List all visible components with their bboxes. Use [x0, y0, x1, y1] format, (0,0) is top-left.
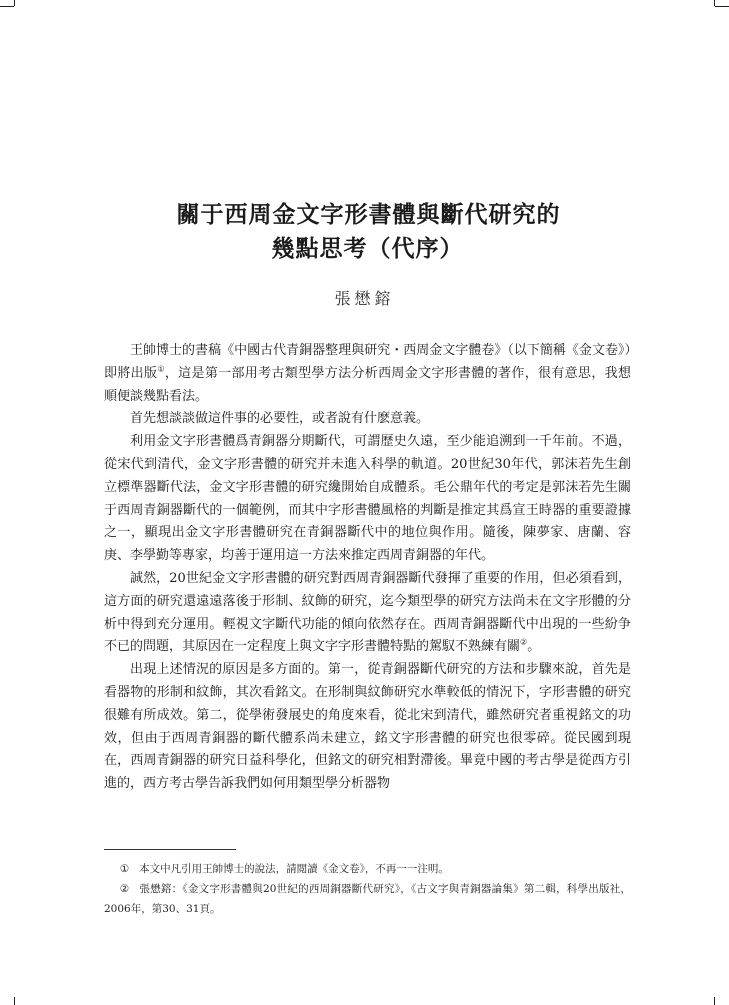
crop-mark-bottom-right-v	[714, 997, 715, 1005]
footnote-2	[104, 879, 631, 919]
paragraph-5: 出現上述情況的原因是多方面的。第一，從青銅器斷代研究的方法和步驟來說，首先是看器物的形制和紋飾，其次看銘文。在形制與紋飾研究水準較低的情況下，字形書體的研究很難有所成效。第二，從學術發展史的角度來看，從北宋到清代，雖然研究者重視銘文的功效，但由于西周青銅器的斷代體系尚未建立，銘文字形書體的研究也很零碎。從民國到現在，西周青銅器的研究日益科學化，但銘文的研究相對滯後。畢竟中國的考古學是從西方引進的，西方考古學告訴我們如何用類型學分析器物	[104, 662, 631, 792]
author-name: 張懋鎔	[334, 289, 395, 308]
article-body	[104, 340, 631, 796]
paragraph-text: 誠然，20世紀金文字形書體的研究對西周青銅器斷代發揮了重要的作用，但必須看到，這方面的研究還遠遠落後于形制、紋飾的研究，迄今類型學的研究方法尚未在文字形體的分析中得到充分運用。輕視文字斷代功能的傾向依然存在。西周青銅器斷代中出現的一些紛争不已的問題，其原因在一定程度上與文字字形書體特點的駕馭不熟練有關	[104, 570, 631, 655]
title-line-1: 關于西周金文字形書體與斷代研究的	[176, 202, 561, 228]
page-title	[0, 198, 729, 266]
crop-mark-top-right-h	[715, 6, 729, 7]
crop-mark-top-left-h	[0, 6, 14, 7]
paragraph-text: 王帥博士的書稿《中國古代青銅器整理與研究・西周金文字體卷》（以下簡稱《金文卷》）即將出版	[104, 343, 631, 381]
footnote-1	[104, 859, 631, 879]
footnote-mark: ①	[119, 863, 130, 875]
paragraph-text: 。	[527, 639, 541, 655]
title-line-2: 幾點思考（代序）	[271, 236, 464, 262]
paragraph-1	[104, 340, 631, 408]
footnote-ref-2[interactable]: ②	[520, 638, 528, 648]
footnote-divider	[104, 849, 236, 850]
crop-mark-bottom-left-v	[14, 997, 15, 1005]
footnotes	[104, 859, 631, 919]
footnote-text: 張懋鎔：《金文字形書體與20世紀的西周銅器斷代研究》，《古文字與青銅器論集》第二輯，科學出版社，2006年，第30、31頁。	[104, 883, 631, 915]
footnote-mark: ②	[119, 883, 130, 895]
paragraph-2: 首先想談談做這件事的必要性，或者說有什麽意義。	[130, 411, 430, 427]
paragraph-3: 利用金文字形書體爲青銅器分期斷代，可謂歷史久遠，至少能追溯到一千年前。不過，從宋代到清代，金文字形書體的研究并未進入科學的軌道。20世紀30年代，郭沫若先生創立標準器斷代法，金文字形書體的研究纔開始自成體系。毛公鼎年代的考定是郭沫若先生關于西周青銅器斷代的一個範例，而其中字形書體風格的判斷是推定其爲宣王時器的重要證據之一，顯現出金文字形書體研究在青銅器斷代中的地位與作用。隨後，陳夢家、唐蘭、容庚、李學勤等專家，均善于運用這一方法來推定西周青銅器的年代。	[104, 434, 631, 564]
paragraph-text: ，這是第一部用考古類型學方法分析西周金文字形書體的著作，很有意思，我想順便談幾點看法。	[104, 365, 631, 404]
crop-mark-top-left-v	[14, 0, 15, 6]
crop-mark-top-right-v	[714, 0, 715, 6]
footnote-ref-1[interactable]: ①	[157, 364, 165, 374]
footnote-text: 本文中凡引用王帥博士的說法，請閲讀《金文卷》，不再一一注明。	[139, 863, 449, 875]
paragraph-4	[104, 568, 631, 659]
